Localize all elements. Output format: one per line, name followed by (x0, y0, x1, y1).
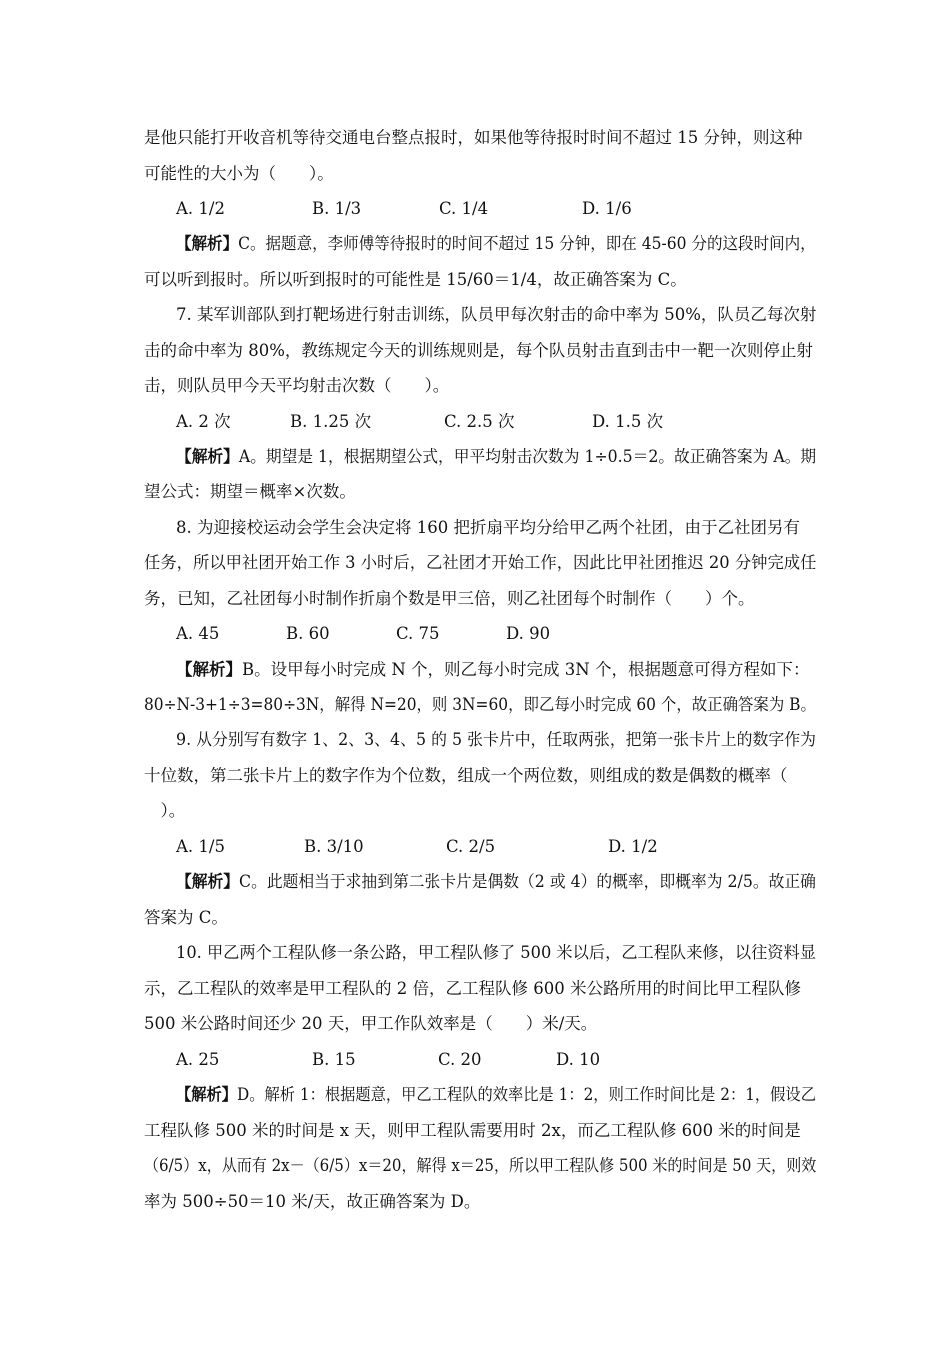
q10-analysis-line: 【解析】D。解析 1：根据题意，甲乙工程队的效率比是 1：2，则工作时间比是 2：1，假设乙 (176, 1085, 816, 1104)
q10-option-c: C. 20 (438, 1050, 482, 1069)
q8-analysis-line: 【解析】B。设甲每小时完成 N 个，则乙每小时完成 3N 个，根据题意可得方程如下： (176, 660, 810, 679)
q9-option-c: C. 2/5 (446, 837, 496, 856)
q7-analysis-line: 望公式：期望＝概率×次数。 (144, 482, 356, 501)
q9-analysis-line: 答案为 C。 (144, 908, 228, 927)
q6-text-line: 可能性的大小为（ ）。 (144, 164, 334, 183)
q8-option-c: C. 75 (396, 624, 440, 643)
q10-analysis-line: （6/5）x，从而有 2x－（6/5）x＝20，解得 x＝25，所以甲工程队修 500 米的时间是 50 天，则效 (144, 1156, 817, 1175)
q9-option-a: A. 1/5 (176, 837, 225, 856)
analysis-label: 【解析】 (176, 660, 242, 679)
q8-option-b: B. 60 (286, 624, 330, 643)
q7-text-line: 击，则队员甲今天平均射击次数（ ）。 (144, 376, 450, 395)
q6-analysis-line: 【解析】C。据题意，李师傅等待报时的时间不超过 15 分钟，即在 45-60 分的这段时间内， (176, 234, 816, 253)
q7-text-line: 7. 某军训部队到打靶场进行射击训练，队员甲每次射击的命中率为 50%，队员乙每次射 (176, 305, 817, 324)
q7-option-d: D. 1.5 次 (592, 412, 664, 431)
analysis-label: 【解析】 (176, 1085, 238, 1104)
q9-option-b: B. 3/10 (304, 837, 364, 856)
q10-text-line: 500 米公路时间还少 20 天，甲工作队效率是（ ）米/天。 (144, 1014, 598, 1033)
q6-analysis-line: 可以听到报时。所以听到报时的可能性是 15/60＝1/4，故正确答案为 C。 (144, 270, 687, 289)
q7-option-b: B. 1.25 次 (290, 412, 372, 431)
q10-text-line: 示，乙工程队的效率是甲工程队的 2 倍，乙工程队修 600 米公路所用的时间比甲工程队修 (144, 979, 801, 998)
q9-text-line: 十位数，第二张卡片上的数字作为个位数，组成一个两位数，则组成的数是偶数的概率（ (144, 766, 788, 785)
q8-text-line: 任务，所以甲社团开始工作 3 小时后，乙社团才开始工作，因此比甲社团推迟 20 分钟完成任 (144, 553, 817, 572)
q8-option-d: D. 90 (506, 624, 551, 643)
q8-text-line: 8. 为迎接校运动会学生会决定将 160 把折扇平均分给甲乙两个社团，由于乙社团另有 (176, 518, 800, 537)
q7-analysis-line: 【解析】A。期望是 1，根据期望公式，甲平均射击次数为 1÷0.5＝2。故正确答案为 A。期 (176, 447, 817, 466)
q6-option-c: C. 1/4 (439, 199, 489, 218)
q8-analysis-line: 80÷N-3+1÷3=80÷3N，解得 N=20，则 3N=60，即乙每小时完成 60 个，故正确答案为 B。 (144, 695, 816, 714)
q9-analysis-line: 【解析】C。此题相当于求抽到第二张卡片是偶数（2 或 4）的概率，即概率为 2/5。故正确 (176, 872, 816, 891)
q10-option-b: B. 15 (312, 1050, 356, 1069)
q10-text-line: 10. 甲乙两个工程队修一条公路，甲工程队修了 500 米以后，乙工程队来修，以往资料显 (176, 943, 816, 962)
q10-option-d: D. 10 (556, 1050, 601, 1069)
q6-option-b: B. 1/3 (312, 199, 362, 218)
q9-option-d: D. 1/2 (608, 837, 658, 856)
q7-option-c: C. 2.5 次 (444, 412, 515, 431)
q10-analysis-line: 工程队修 500 米的时间是 x 天，则甲工程队需要用时 2x，而乙工程队修 600 米的时间是 (144, 1121, 801, 1140)
q6-option-a: A. 1/2 (176, 199, 225, 218)
q6-text-line: 是他只能打开收音机等待交通电台整点报时，如果他等待报时时间不超过 15 分钟，则这种 (144, 128, 803, 147)
analysis-label: 【解析】 (176, 872, 240, 891)
q8-option-a: A. 45 (176, 624, 220, 643)
q9-text-line: 9. 从分别写有数字 1、2、3、4、5 的 5 张卡片中，任取两张，把第一张卡片上的数字作为 (176, 730, 816, 749)
q8-text-line: 务，已知，乙社团每小时制作折扇个数是甲三倍，则乙社团每个时制作（ ）个。 (144, 589, 755, 608)
q9-text-line: ）。 (144, 801, 186, 820)
analysis-label: 【解析】 (176, 234, 239, 253)
q10-option-a: A. 25 (176, 1050, 220, 1069)
analysis-label: 【解析】 (176, 447, 239, 466)
q6-option-d: D. 1/6 (582, 199, 632, 218)
q10-analysis-line: 率为 500÷50＝10 米/天，故正确答案为 D。 (144, 1192, 481, 1211)
q7-text-line: 击的命中率为 80%，教练规定今天的训练规则是，每个队员射击直到击中一靶一次则停止射 (144, 341, 813, 360)
q7-option-a: A. 2 次 (176, 412, 231, 431)
